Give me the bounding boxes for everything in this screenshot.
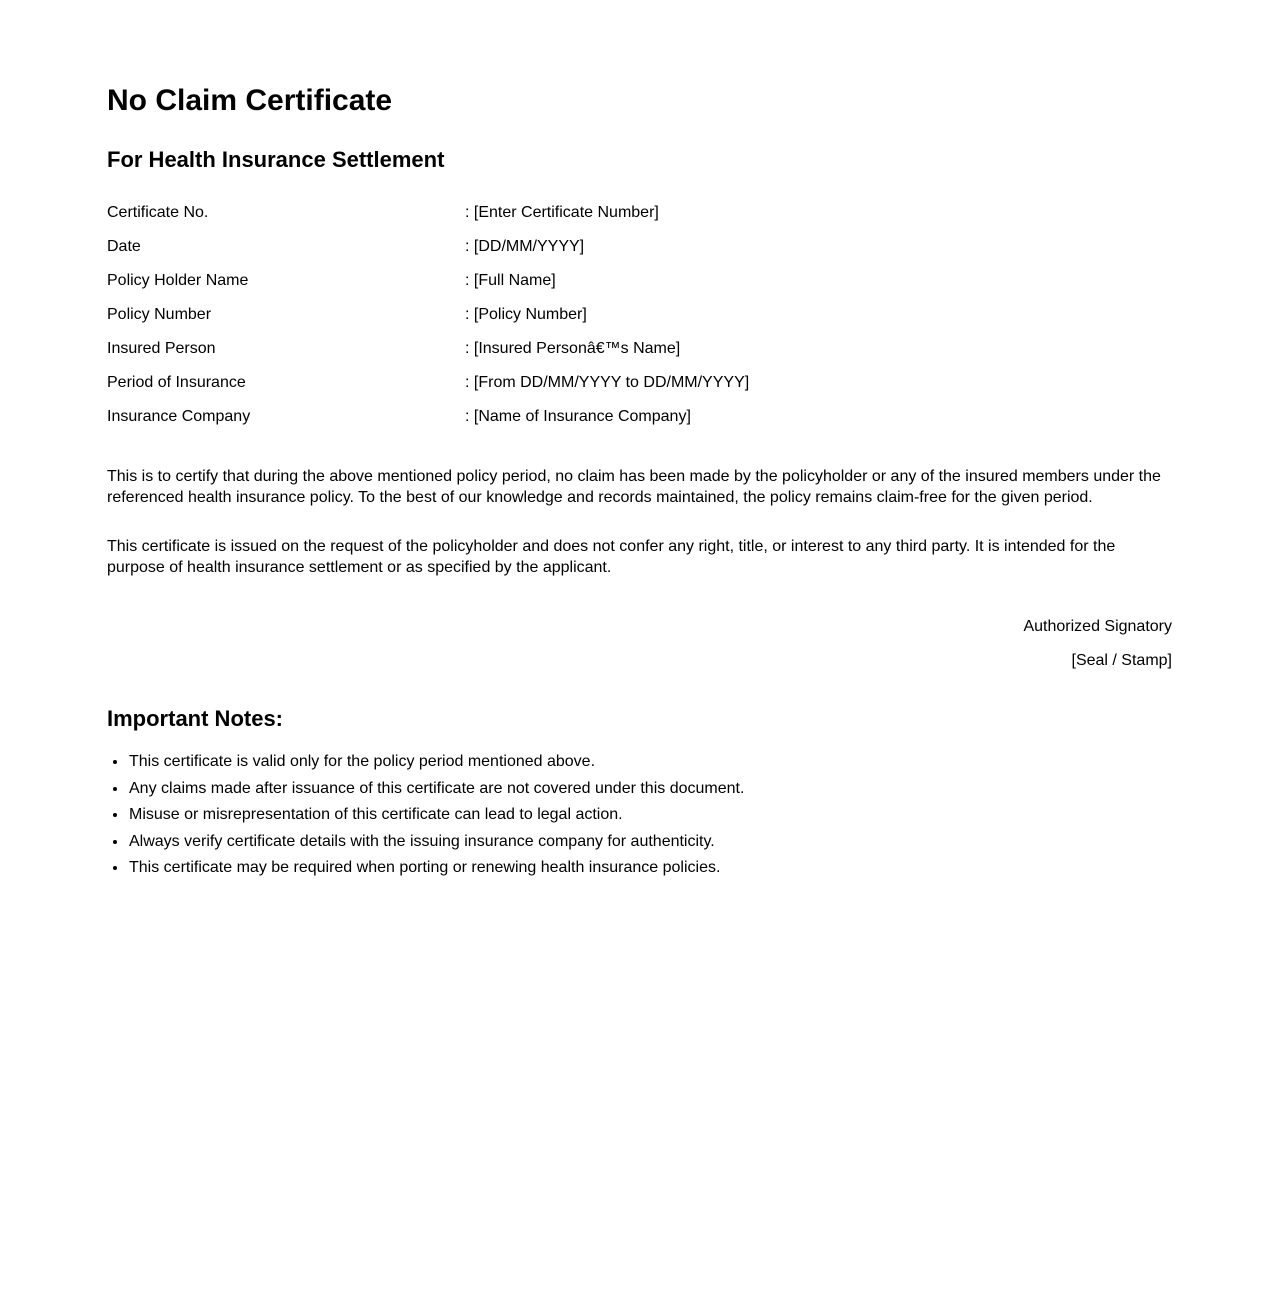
notes-list — [107, 753, 1172, 877]
note-item: • Misuse or misrepresentation of this certificate can lead to legal action. — [128, 806, 1172, 824]
field-value: : [Policy Number] — [465, 305, 587, 323]
body-paragraphs — [107, 466, 1172, 578]
field-row-certificate-no — [107, 204, 1172, 222]
page-subtitle: For Health Insurance Settlement — [107, 146, 445, 172]
issuance-paragraph: This certificate is issued on the request of the policyholder and does not confer any right, title, or interest to any third party. It is intended for the purpose of health insurance settlement or as specified by the applicant. — [107, 537, 1116, 576]
field-label: Period of Insurance — [107, 373, 246, 391]
field-row-policy-holder-name — [107, 272, 1172, 290]
field-label: Policy Number — [107, 305, 212, 323]
field-value: : [From DD/MM/YYYY to DD/MM/YYYY] — [465, 373, 750, 391]
field-label: Certificate No. — [107, 203, 209, 221]
field-value: : [Full Name] — [465, 271, 556, 289]
field-label: Insurance Company — [107, 407, 251, 425]
note-item: • Always verify certificate details with the issuing insurance company for authenticity. — [128, 833, 1172, 851]
field-row-period-of-insurance — [107, 374, 1172, 392]
note-item: • This certificate is valid only for the policy period mentioned above. — [128, 753, 1172, 771]
field-value: : [Enter Certificate Number] — [465, 203, 659, 221]
page-title: No Claim Certificate — [107, 84, 393, 117]
note-item: • This certificate may be required when porting or renewing health insurance policies. — [128, 859, 1172, 877]
signature-block — [107, 618, 1172, 670]
field-row-insured-person — [107, 340, 1172, 358]
certificate-fields — [107, 204, 1172, 426]
notes-heading: Important Notes: — [107, 705, 283, 731]
field-row-date — [107, 238, 1172, 256]
note-item: • Any claims made after issuance of this certificate are not covered under this document. — [128, 780, 1172, 798]
field-label: Policy Holder Name — [107, 271, 249, 289]
field-value: : [Name of Insurance Company] — [465, 407, 691, 425]
certification-paragraph: This is to certify that during the above mentioned policy period, no claim has been made by the policyholder or any of the insured members under the referenced health insurance policy. To the best of our knowledge and records maintained, the policy remains claim-free for the given period. — [107, 467, 1161, 506]
field-label: Insured Person — [107, 339, 216, 357]
field-label: Date — [107, 237, 141, 255]
field-row-policy-number — [107, 306, 1172, 324]
field-value: : [DD/MM/YYYY] — [465, 237, 585, 255]
authorized-signatory-label: Authorized Signatory — [1023, 617, 1172, 635]
field-value: : [Insured Personâ€™s Name] — [465, 339, 681, 357]
seal-stamp-placeholder: [Seal / Stamp] — [1071, 651, 1172, 669]
field-row-insurance-company — [107, 408, 1172, 426]
